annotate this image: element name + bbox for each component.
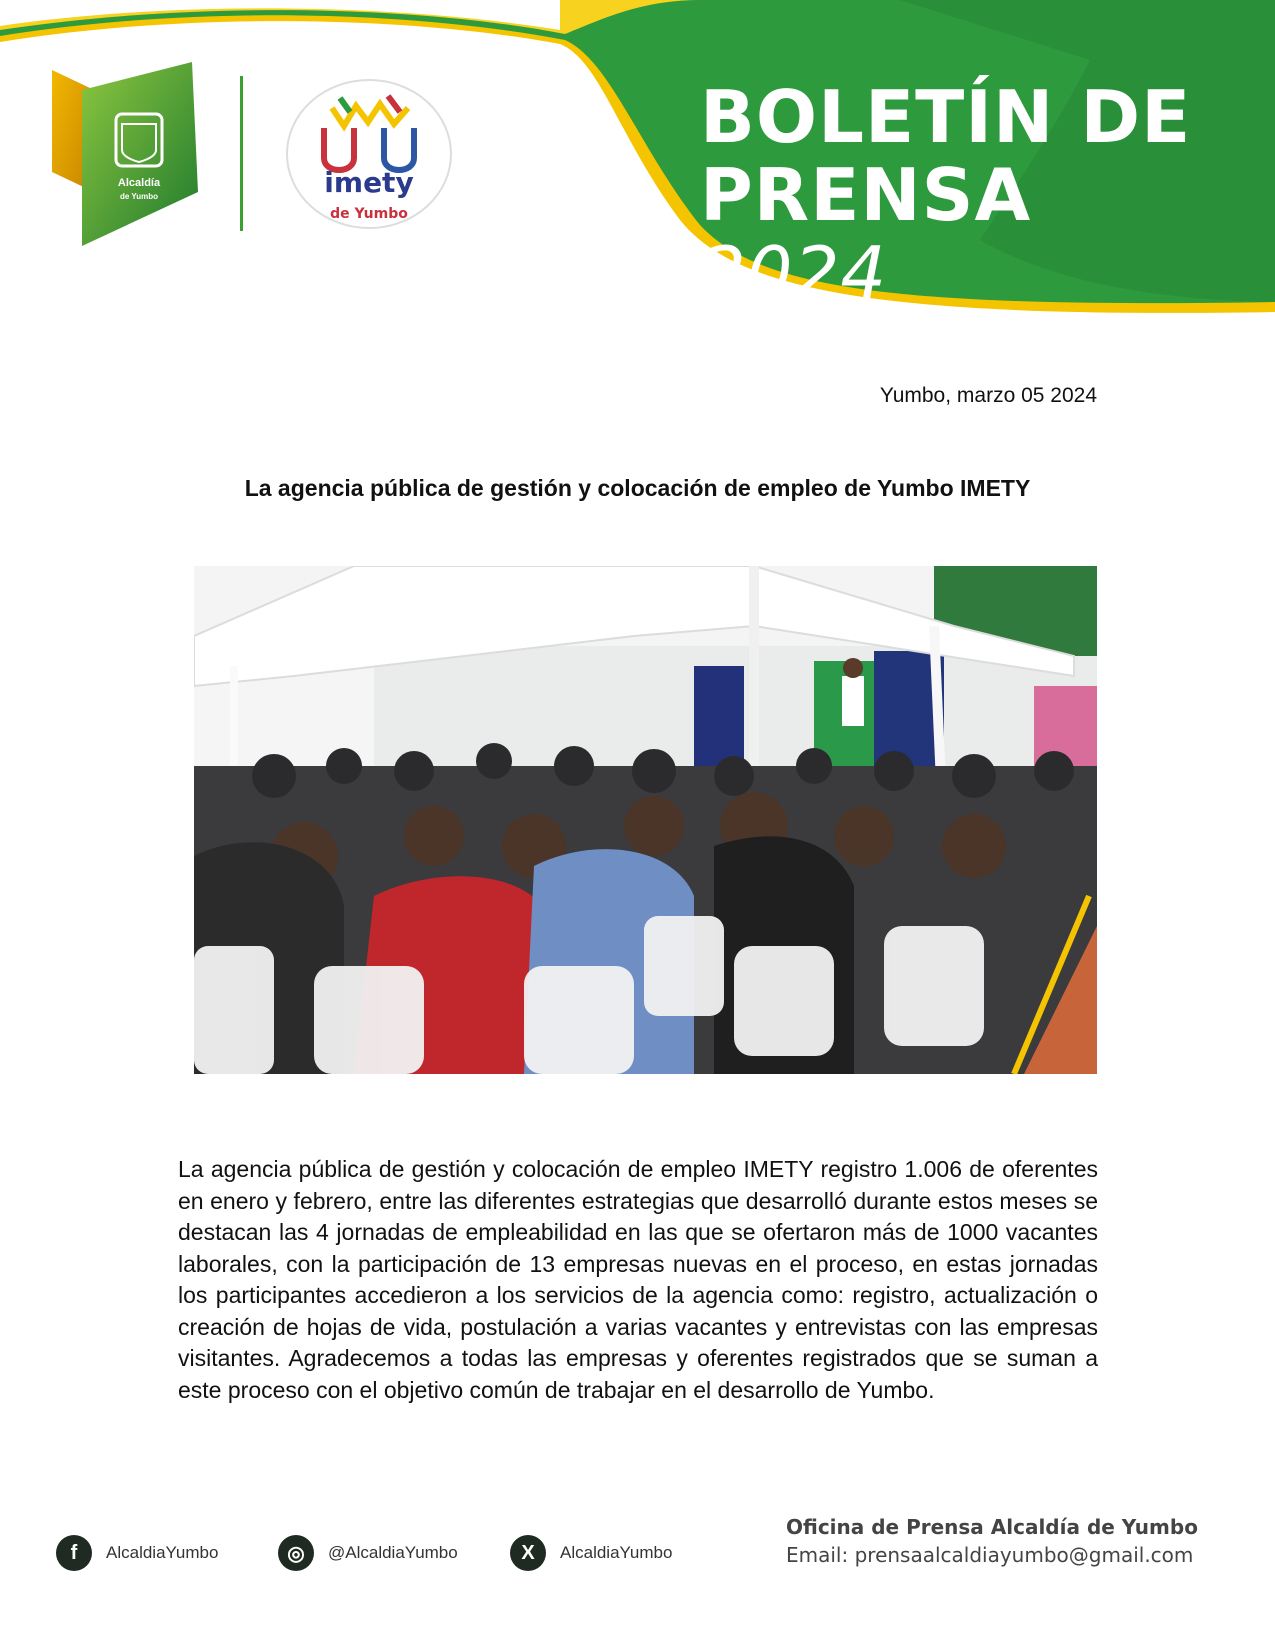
svg-text:de Yumbo: de Yumbo	[119, 192, 159, 201]
svg-text:de Yumbo: de Yumbo	[330, 206, 408, 222]
header-divider	[240, 76, 243, 231]
footer-instagram[interactable]	[278, 1535, 458, 1571]
footer-x[interactable]	[510, 1535, 672, 1571]
press-office-info	[786, 1515, 1198, 1567]
press-body-paragraph: La agencia pública de gestión y colocación de empleo IMETY registro 1.006 de oferentes en enero y febrero, entre las diferentes estrategias que desarrolló durante estos meses se destacan las 4 jornadas de empleabilidad en las que se ofertaron más de 1000 vacantes laborales, con la participación de 13 empresas nuevas en el proceso, en estas jornadas los participantes accedieron a los servicios de la agencia como: registro, actualización o creación de hojas de vida, postulación a varias vacantes y entrevistas con las empresas visitantes. Agradecemos a todas las empresas y oferentes registrados que se suman a este proceso con el objetivo común de trabajar en el desarrollo de Yumbo.	[178, 1156, 1098, 1403]
footer-facebook[interactable]	[56, 1535, 218, 1571]
facebook-handle: AlcaldiaYumbo	[106, 1543, 219, 1562]
press-date: Yumbo, marzo 05 2024	[879, 384, 1097, 407]
instagram-handle: @AlcaldiaYumbo	[328, 1543, 458, 1562]
bulletin-title-year: 2024	[700, 231, 888, 315]
event-photo	[194, 566, 1097, 1074]
press-headline: La agencia pública de gestión y colocación de empleo de Yumbo IMETY	[244, 475, 1031, 501]
bulletin-title-word: PRENSA	[700, 153, 1032, 237]
svg-text:imety: imety	[324, 166, 414, 199]
x-handle: AlcaldiaYumbo	[560, 1543, 673, 1562]
press-office-email[interactable]: Email: prensaalcaldiayumbo@gmail.com	[786, 1543, 1194, 1567]
svg-text:Alcaldía: Alcaldía	[117, 177, 161, 189]
x-icon: X	[510, 1535, 546, 1571]
facebook-icon: f	[56, 1535, 92, 1571]
instagram-icon: ◎	[278, 1535, 314, 1571]
alcaldia-yumbo-logo	[52, 62, 198, 246]
bulletin-title	[700, 75, 1220, 315]
bulletin-title-line2	[700, 153, 1220, 315]
bulletin-title-line1: BOLETÍN DE	[700, 75, 1192, 159]
press-office-title: Oficina de Prensa Alcaldía de Yumbo	[786, 1515, 1198, 1539]
imety-logo	[284, 78, 454, 230]
